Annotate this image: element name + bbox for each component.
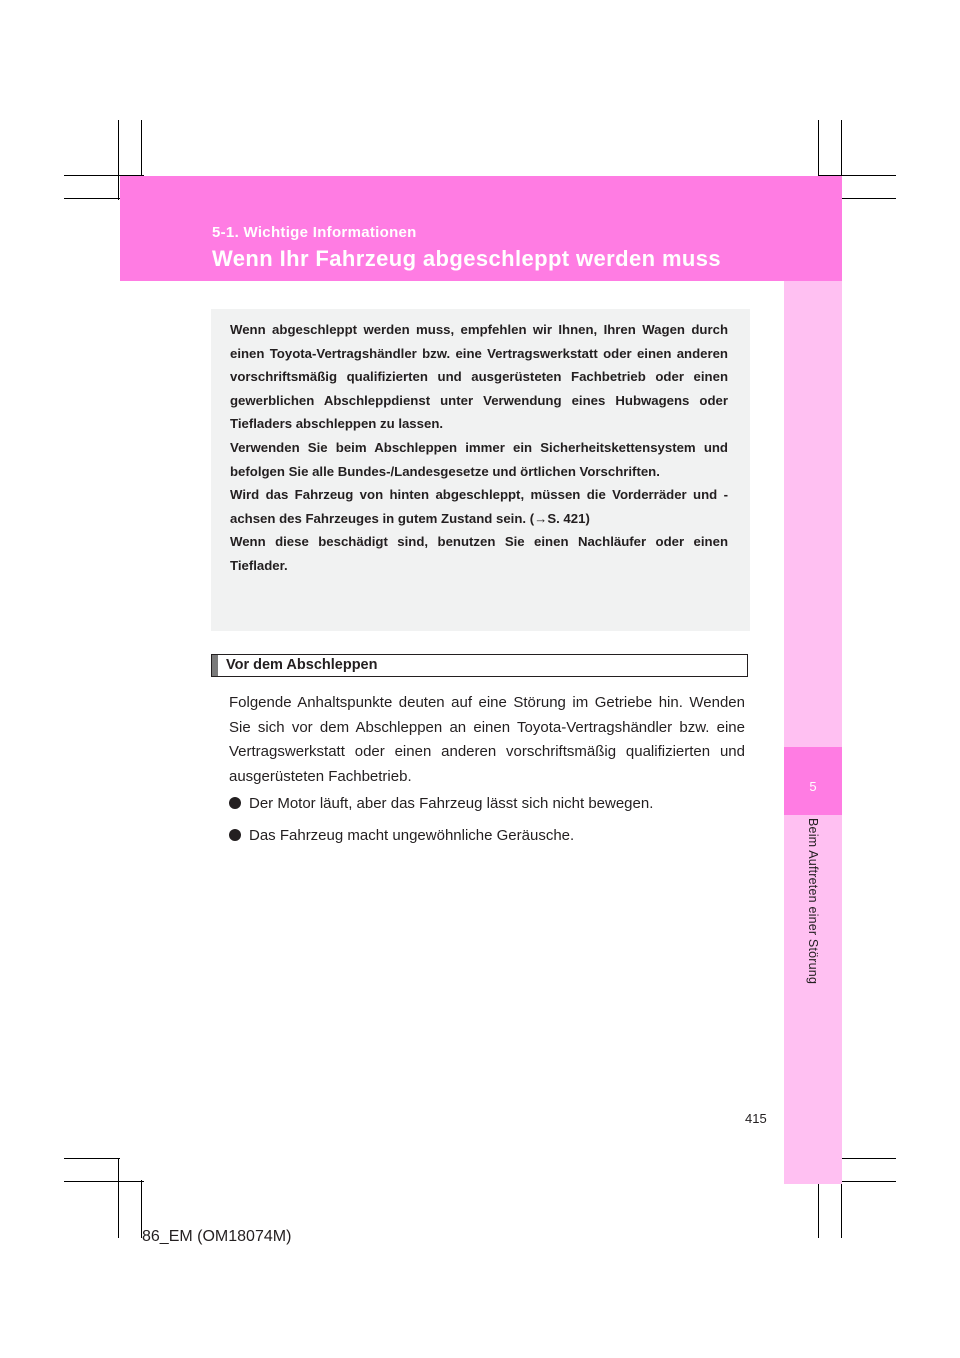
intro-paragraph: Wenn diese beschädigt sind, benutzen Sie einen Nachläufer oder einen Tieflader. (230, 534, 728, 573)
list-item (229, 827, 574, 844)
arrow-right-icon: → (534, 510, 548, 526)
list-item-text: Das Fahrzeug macht ungewöhnliche Geräusche. (249, 827, 575, 844)
page-title: Wenn Ihr Fahrzeug abgeschleppt werden muss (212, 246, 722, 271)
list-item (229, 795, 653, 812)
intro-paragraph (230, 483, 728, 530)
page-number: 415 (745, 1111, 767, 1126)
chapter-number: 5 (809, 779, 817, 794)
crop-mark (64, 198, 120, 199)
page-reference-link[interactable]: S. 421) (547, 510, 590, 526)
crop-mark (842, 1158, 896, 1159)
heading-bar (212, 655, 218, 676)
chapter-side-tab (784, 281, 842, 1184)
intro-paragraph: Verwenden Sie beim Abschleppen immer ein Sicherheitskettensystem und befolgen Sie alle Bundes-/Landesgesetze und örtlichen Vorschriften. (230, 439, 728, 479)
bullet-icon (229, 797, 241, 809)
section-body: Folgende Anhaltspunkte deuten auf eine Störung im Getriebe hin. Wenden Sie sich vor dem Abschleppen an einen Toyota-Vertragshändler bzw. eine Vertragswerkstatt oder einen anderen vorschriftsmäßig qualifizierten und ausgerüsteten Fachbetrieb. (229, 694, 745, 785)
crop-mark (64, 1181, 144, 1182)
section-heading (211, 654, 748, 677)
section-label: 5-1. Wichtige Informationen (212, 224, 417, 241)
page-header (120, 176, 842, 281)
chapter-title: Beim Auftreten einer Störung (806, 818, 820, 985)
crop-mark (842, 198, 896, 199)
intro-paragraph-text: Wird das Fahrzeug von hinten abgeschleppt, müssen die Vorderräder und -achsen des Fahrzeuges in gutem Zustand sein. ( (230, 487, 728, 526)
section-heading-text: Vor dem Abschleppen (226, 657, 378, 673)
crop-mark (818, 1180, 819, 1238)
list-item-text: Der Motor läuft, aber das Fahrzeug lässt sich nicht bewegen. (249, 795, 654, 812)
bullet-icon (229, 829, 241, 841)
crop-mark (118, 120, 119, 200)
intro-box (211, 309, 750, 631)
intro-text (230, 318, 728, 578)
document-code: 86_EM (OM18074M) (142, 1228, 292, 1245)
crop-mark (64, 1158, 120, 1159)
crop-mark (118, 1158, 119, 1238)
intro-paragraph: Wenn abgeschleppt werden muss, empfehlen wir Ihnen, Ihren Wagen durch einen Toyota-Vertragshändler bzw. eine Vertragswerkstatt oder einen anderen vorschriftsmäßig qualifizierten und ausgerüsteten Fachbetrieb oder einen gewerblichen Abschleppdienst unter Verwendung eines Hubwagens oder Tiefladers abschleppen zu lassen. (230, 322, 728, 432)
